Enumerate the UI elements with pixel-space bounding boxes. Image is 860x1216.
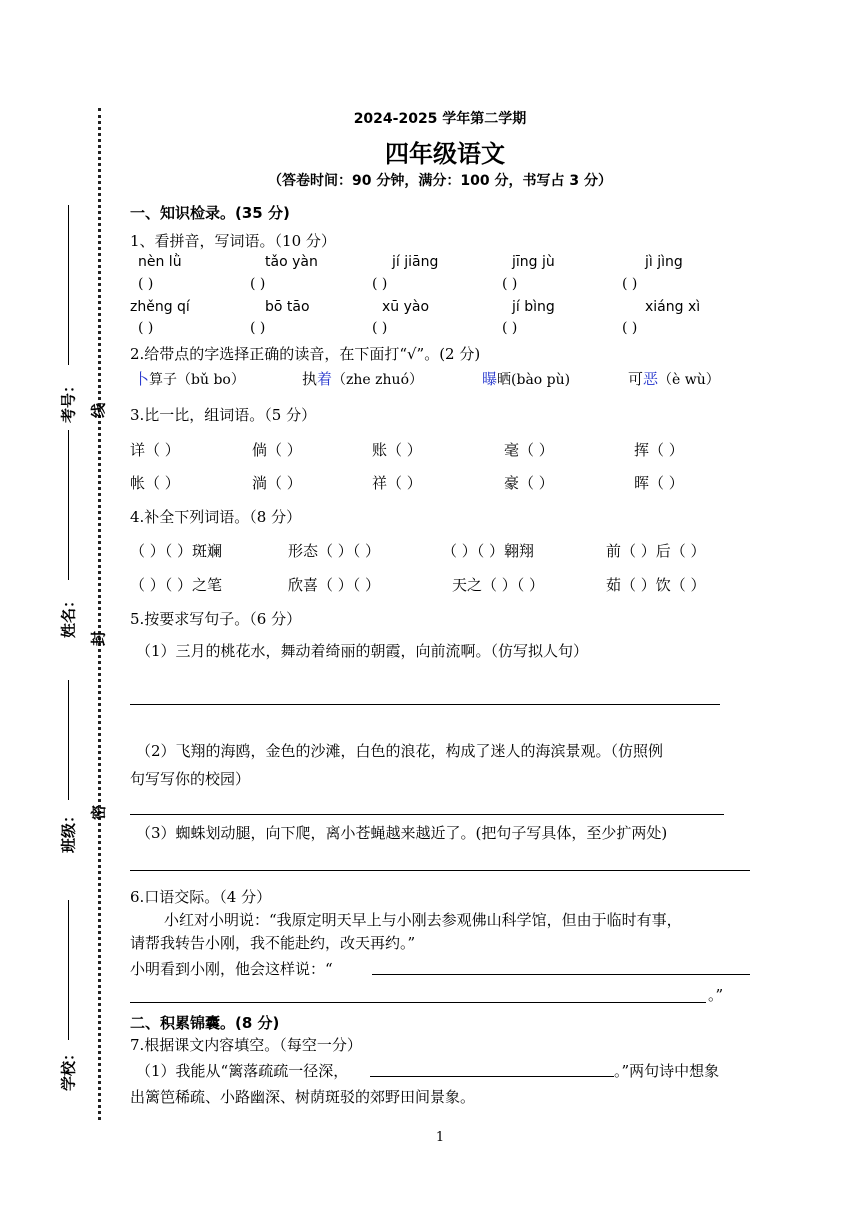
q6-paragraph-3: 小明看到小刚，他会这样说：“: [130, 960, 333, 978]
seal-char-seal: 封: [89, 631, 108, 647]
page-number: 1: [435, 1130, 445, 1145]
q1-answer-box[interactable]: ( ): [250, 320, 266, 336]
name-label: 姓名：: [59, 593, 78, 639]
dotted-char: 恶: [643, 370, 659, 388]
q3-item[interactable]: 祥（ ）: [372, 474, 422, 492]
q2-title: 2.给带点的字选择正确的读音，在下面打“√”。(2 分): [130, 345, 481, 363]
q3-item[interactable]: 帐（ ）: [130, 474, 180, 492]
exam-number-label: 考号：: [59, 378, 78, 424]
q4-item[interactable]: 欣喜（ ）（ ）: [288, 576, 381, 594]
dotted-char: 曝: [482, 370, 498, 388]
q1-answer-box[interactable]: ( ): [372, 276, 388, 292]
name-line: [68, 430, 69, 580]
q1-answer-box[interactable]: ( ): [250, 276, 266, 292]
school-label: 学校：: [59, 1046, 78, 1092]
dotted-char: 卜: [134, 370, 150, 388]
q1-pinyin-1: nèn lǜ: [138, 254, 182, 270]
class-line: [68, 680, 69, 800]
class-label: 班级：: [59, 808, 78, 854]
q5-sentence-2a: （2）飞翔的海鸥，金色的沙滩，白色的浪花，构成了迷人的海滨景观。（仿照例: [136, 742, 664, 760]
answer-line[interactable]: [130, 1002, 706, 1003]
q2-item-2[interactable]: 执着（zhe zhuó）: [302, 370, 423, 388]
q3-item[interactable]: 晖（ ）: [634, 474, 684, 492]
q1-pinyin-3: jí jiāng: [392, 254, 439, 270]
q1-pinyin-7: bō tāo: [265, 299, 310, 315]
page-title: 四年级语文: [385, 140, 505, 168]
q4-title: 4.补全下列词语。（8 分）: [130, 508, 302, 526]
q7-line-1a: （1）我能从“篱落疏疏一径深，: [136, 1062, 349, 1080]
q4-item[interactable]: 前（ ）后（ ）: [606, 542, 706, 560]
section2-title: 二、积累锦囊。(8 分): [130, 1014, 280, 1032]
q3-title: 3.比一比，组词语。（5 分）: [130, 406, 317, 424]
q4-item[interactable]: 天之（ ）（ ）: [452, 576, 545, 594]
q2-item-4[interactable]: 可恶（è wù）: [628, 370, 720, 388]
q1-answer-box[interactable]: ( ): [502, 276, 518, 292]
q1-answer-box[interactable]: ( ): [622, 276, 638, 292]
q1-pinyin-5: jì jìng: [645, 254, 683, 270]
q3-item[interactable]: 倘（ ）: [252, 441, 302, 459]
q1-pinyin-10: xiáng xì: [645, 299, 701, 315]
q4-item[interactable]: （ ）（ ）之笔: [130, 576, 223, 594]
binding-dotted-line: [98, 108, 101, 1120]
q5-sentence-2b: 句写写你的校园）: [130, 770, 251, 788]
q5-sentence-3: （3）蜘蛛划动腿，向下爬，离小苍蝇越来越近了。(把句子写具体，至少扩两处): [136, 824, 668, 842]
q5-title: 5.按要求写句子。（6 分）: [130, 610, 302, 628]
q4-item[interactable]: （ ）（ ）翱翔: [442, 542, 535, 560]
q1-pinyin-2: tǎo yàn: [265, 254, 318, 270]
q3-item[interactable]: 毫（ ）: [504, 441, 554, 459]
answer-line[interactable]: [130, 870, 750, 871]
seal-char-line: 线: [89, 403, 108, 419]
q1-answer-box[interactable]: ( ): [622, 320, 638, 336]
q7-line-2: 出篱笆稀疏、小路幽深、树荫斑驳的郊野田间景象。: [130, 1088, 476, 1106]
school-line: [68, 900, 69, 1040]
q6-paragraph-2: 请帮我转告小刚，我不能赴约，改天再约。”: [130, 934, 416, 952]
answer-line[interactable]: [372, 974, 750, 975]
year-term: 2024-2025 学年第二学期: [353, 111, 527, 127]
answer-line[interactable]: [130, 704, 720, 705]
q1-answer-box[interactable]: ( ): [138, 320, 154, 336]
exam-note: （答卷时间：90 分钟，满分：100 分，书写占 3 分）: [268, 173, 612, 189]
q1-pinyin-8: xū yào: [382, 299, 430, 315]
q7-line-1b: 。”两句诗中想象: [614, 1062, 720, 1080]
q5-sentence-1: （1）三月的桃花水，舞动着绮丽的朝霞，向前流啊。（仿写拟人句）: [136, 642, 589, 660]
q6-paragraph-1: 小红对小明说：“我原定明天早上与小刚去参观佛山科学馆，但由于临时有事，: [164, 911, 682, 929]
q1-title: 1、看拼音，写词语。（10 分）: [130, 232, 336, 250]
q3-item[interactable]: 详（ ）: [130, 441, 180, 459]
q6-title: 6.口语交际。（4 分）: [130, 888, 272, 906]
q7-title: 7.根据课文内容填空。（每空一分）: [130, 1036, 362, 1054]
seal-char-secret: 密: [89, 805, 108, 821]
q4-item[interactable]: 茹（ ）饮（ ）: [606, 576, 706, 594]
q2-item-3[interactable]: 曝晒(bào pù): [482, 370, 571, 388]
q3-item[interactable]: 挥（ ）: [634, 441, 684, 459]
q3-item[interactable]: 账（ ）: [372, 441, 422, 459]
q1-pinyin-9: jí bìng: [512, 299, 555, 315]
q3-item[interactable]: 豪（ ）: [504, 474, 554, 492]
q4-item[interactable]: （ ）（ ）斑斓: [130, 542, 223, 560]
q1-pinyin-6: zhěng qí: [130, 299, 190, 315]
section1-title: 一、知识检录。(35 分): [130, 204, 290, 222]
q3-item[interactable]: 淌（ ）: [252, 474, 302, 492]
exam-number-line: [68, 205, 69, 365]
dotted-char: 着: [317, 370, 333, 388]
q6-end-quote: 。”: [708, 986, 724, 1004]
answer-line[interactable]: [130, 814, 724, 815]
q4-item[interactable]: 形态（ ）（ ）: [288, 542, 381, 560]
q2-item-1[interactable]: 卜算子（bǔ bo）: [134, 370, 245, 388]
q1-pinyin-4: jīng jù: [512, 254, 555, 270]
q1-answer-box[interactable]: ( ): [372, 320, 388, 336]
answer-line[interactable]: [370, 1076, 614, 1077]
q1-answer-box[interactable]: ( ): [138, 276, 154, 292]
q1-answer-box[interactable]: ( ): [502, 320, 518, 336]
